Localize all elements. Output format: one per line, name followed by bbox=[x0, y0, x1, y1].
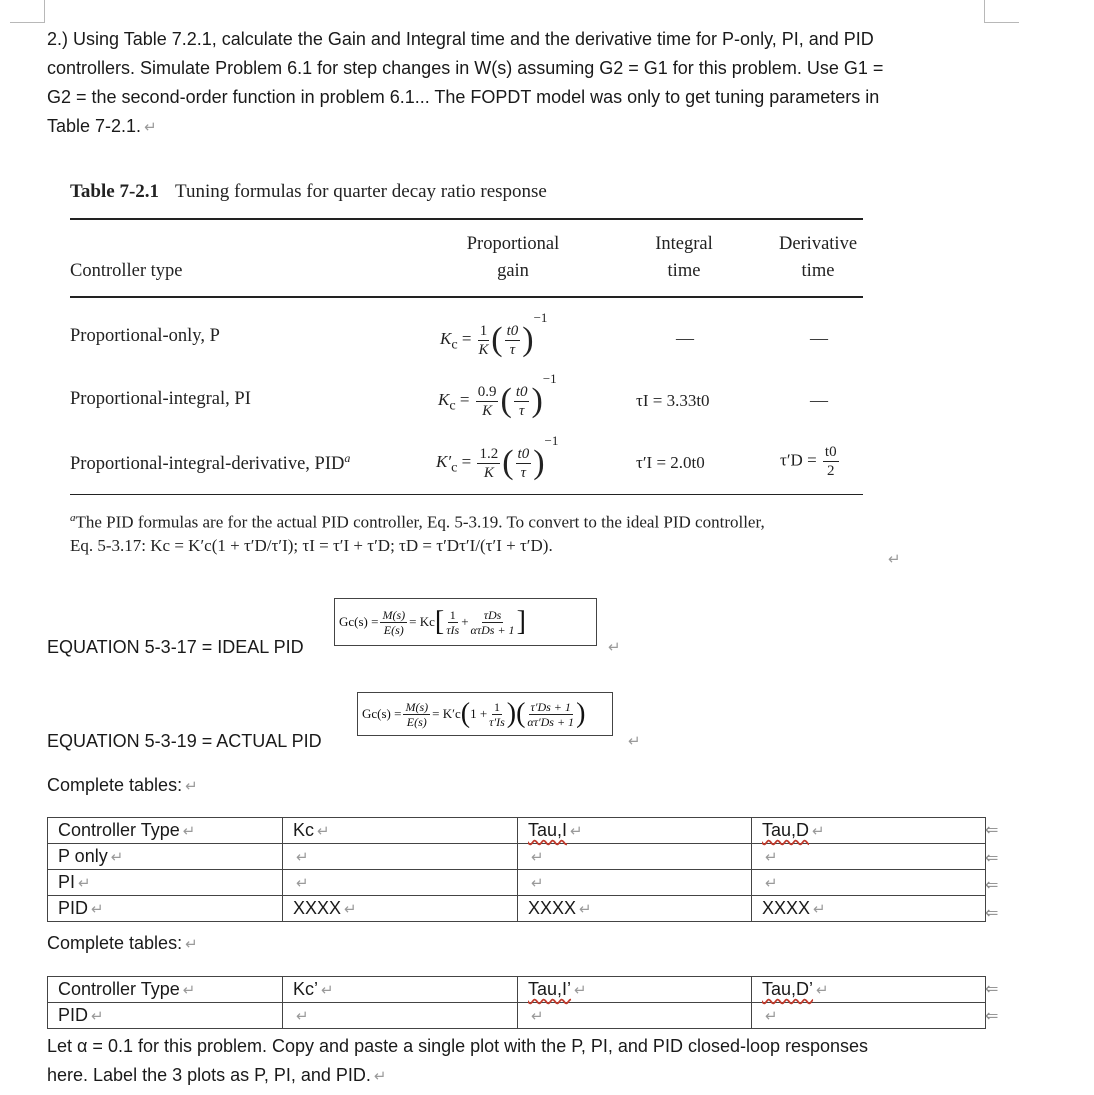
table-cell[interactable]: ↵ bbox=[752, 870, 986, 896]
header-integral-time: Integral time bbox=[655, 234, 713, 281]
table-cell[interactable]: ↵ bbox=[518, 870, 752, 896]
caption-text: Tuning formulas for quarter decay ratio response bbox=[175, 181, 547, 202]
table-cell[interactable]: Tau,I ↵ bbox=[518, 818, 752, 844]
integral-pi: τI = 3.33t0 bbox=[636, 391, 710, 410]
complete-tables-label: Complete tables: ↵ bbox=[47, 775, 198, 795]
table-cell[interactable]: ↵ bbox=[518, 844, 752, 870]
question-line: Table 7-2.1. ↵ bbox=[47, 116, 157, 136]
table-footnote: $^a$The PID formulas are for the actual PID controller, Eq. 5-3.19. To convert to the ideal PID controller, Eq. 5-3.17: Kc = K′c(1 + τ′D/τ′I); τI = τ′I + τ′D; τD = τ′Dτ′I/(τ′I + τ′D). bbox=[70, 512, 765, 555]
paragraph-mark: ↵ bbox=[608, 639, 621, 656]
table-cell[interactable]: PI ↵ bbox=[48, 870, 283, 896]
table-cell[interactable]: ↵ bbox=[283, 1003, 518, 1029]
equation-actual-pid-image: Gc(s) = $\frac{M(s)}{E(s)}$ = K′c ( 1 + $\frac{1}{\tau'Is}$ )( $\frac{\tau'Ds + 1}{\alpha\tau'Ds + 1}$ ) bbox=[357, 692, 613, 736]
table-bottom-rule bbox=[70, 494, 863, 495]
table-cell[interactable]: ↵ bbox=[518, 1003, 752, 1029]
table-row bbox=[48, 1003, 986, 1029]
formula-kc-p: $K_c$ = $\frac{1}{K}$ ( $\frac{t0}{\tau}$ )$^{-1}$ bbox=[440, 310, 548, 359]
row-end-mark: ⇐ bbox=[985, 850, 999, 867]
page-corner-mark-left bbox=[10, 0, 45, 23]
table-row bbox=[48, 896, 986, 922]
table-row bbox=[48, 870, 986, 896]
table-row bbox=[48, 844, 986, 870]
table-cell[interactable]: Kc’ ↵ bbox=[283, 977, 518, 1003]
table-cell[interactable]: PID ↵ bbox=[48, 896, 283, 922]
table-cell[interactable]: ↵ bbox=[283, 844, 518, 870]
derivative-pi: — bbox=[810, 390, 828, 410]
equation-ideal-label: EQUATION 5-3-17 = IDEAL PID bbox=[47, 637, 304, 657]
header-controller-type: Controller type bbox=[70, 261, 183, 281]
caption-number: Table 7-2.1 bbox=[70, 181, 160, 202]
table-cell[interactable]: ↵ bbox=[752, 844, 986, 870]
paragraph-mark: ↵ bbox=[888, 551, 901, 568]
row-label-p: Proportional-only, P bbox=[70, 326, 220, 346]
question-line: G2 = the second-order function in problem 6.1... The FOPDT model was only to get tuning parameters in bbox=[47, 87, 880, 107]
header-derivative-time: Derivative time bbox=[778, 234, 858, 281]
row-label-pi: Proportional-integral, PI bbox=[70, 389, 251, 409]
integral-p: — bbox=[676, 328, 694, 348]
formula-kc-pid: $K'_c$ = $\frac{1.2}{K}$ ( $\frac{t0}{\tau}$ )$^{-1}$ bbox=[436, 433, 559, 482]
table-cell[interactable]: PID ↵ bbox=[48, 1003, 283, 1029]
table-cell[interactable]: ↵ bbox=[283, 870, 518, 896]
paragraph-mark: ↵ bbox=[628, 733, 641, 750]
question-line: controllers. Simulate Problem 6.1 for step changes in W(s) assuming G2 = G1 for this problem. Use G1 = bbox=[47, 58, 884, 78]
tuning-table-1 bbox=[47, 817, 986, 922]
complete-tables-label: Complete tables: ↵ bbox=[47, 933, 198, 953]
page-corner-mark-right bbox=[984, 0, 1019, 23]
table-cell[interactable]: Tau,I’ ↵ bbox=[518, 977, 752, 1003]
table-cell[interactable]: Kc ↵ bbox=[283, 818, 518, 844]
equation-actual-label: EQUATION 5-3-19 = ACTUAL PID bbox=[47, 731, 322, 751]
table-cell[interactable]: Controller Type ↵ bbox=[48, 818, 283, 844]
row-end-mark: ⇐ bbox=[985, 877, 999, 894]
header-proportional-gain: Proportional gain bbox=[466, 234, 560, 281]
row-end-mark: ⇐ bbox=[985, 822, 999, 839]
row-end-mark: ⇐ bbox=[985, 905, 999, 922]
formula-kc-pi: $K_c$ = $\frac{0.9}{K}$ ( $\frac{t0}{\tau}$ )$^{-1}$ bbox=[438, 371, 557, 420]
table-cell[interactable]: XXXX ↵ bbox=[752, 896, 986, 922]
closing-line: Let α = 0.1 for this problem. Copy and paste a single plot with the P, PI, and PID closed-loop responses bbox=[47, 1036, 869, 1056]
table-cell[interactable]: XXXX ↵ bbox=[283, 896, 518, 922]
derivative-pid: τ′D = $\frac{t0}{2}$ bbox=[780, 444, 837, 479]
table-cell[interactable]: Tau,D ↵ bbox=[752, 818, 986, 844]
table-cell[interactable]: ↵ bbox=[752, 1003, 986, 1029]
table-header-row bbox=[48, 977, 986, 1003]
derivative-p: — bbox=[810, 328, 828, 348]
table-cell[interactable]: Tau,D’ ↵ bbox=[752, 977, 986, 1003]
row-end-mark: ⇐ bbox=[985, 981, 999, 998]
table-header-row bbox=[48, 818, 986, 844]
row-label-pid: Proportional-integral-derivative, PID$^a$ bbox=[70, 451, 351, 475]
equation-ideal-pid-image: Gc(s) = $\frac{M(s)}{E(s)}$ = Kc [ $\frac{1}{\text{τIs}}$ + $\frac{\text{τDs}}{\text{ατDs + 1}}$ ] bbox=[334, 598, 597, 646]
question-paragraph bbox=[47, 25, 883, 142]
integral-pid: τ′I = 2.0t0 bbox=[636, 453, 705, 472]
table-header-rule bbox=[70, 296, 863, 298]
paragraph-mark: ↵ bbox=[144, 119, 157, 136]
row-end-mark: ⇐ bbox=[985, 1008, 999, 1025]
question-line: 2.) Using Table 7.2.1, calculate the Gain and Integral time and the derivative time for P-only, PI, and PID bbox=[47, 29, 874, 49]
tuning-table-2 bbox=[47, 976, 986, 1029]
table-top-rule bbox=[70, 218, 863, 220]
table-cell[interactable]: Controller Type ↵ bbox=[48, 977, 283, 1003]
paragraph-mark: ↵ bbox=[373, 1068, 387, 1085]
table-cell[interactable]: XXXX ↵ bbox=[518, 896, 752, 922]
closing-paragraph bbox=[47, 1032, 868, 1091]
table-figure-caption bbox=[70, 181, 547, 203]
table-cell[interactable]: P only ↵ bbox=[48, 844, 283, 870]
closing-line: here. Label the 3 plots as P, PI, and PID. ↵ bbox=[47, 1065, 387, 1085]
